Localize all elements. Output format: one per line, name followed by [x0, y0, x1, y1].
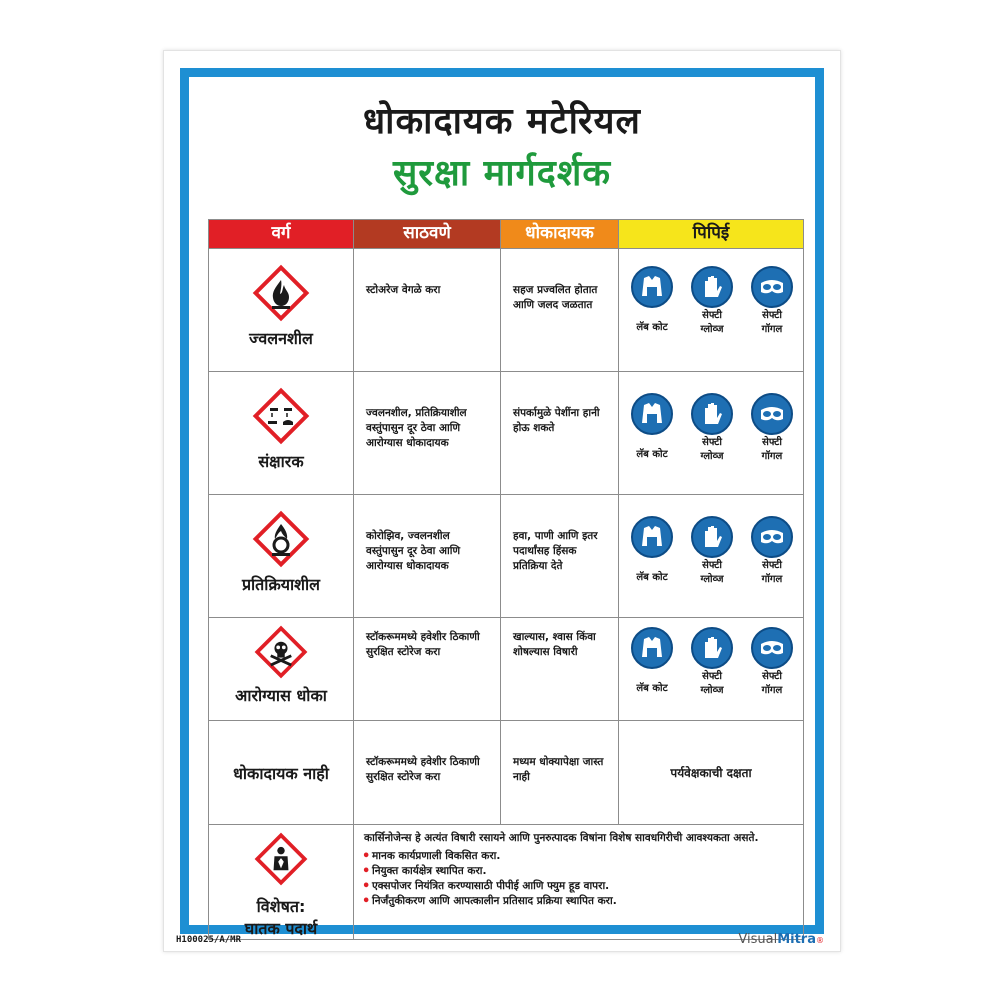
ppe-label: सेफ्टी — [762, 437, 782, 448]
lab-coat-icon — [630, 515, 674, 559]
goggles-icon — [750, 515, 794, 559]
category-cell — [209, 249, 354, 372]
ppe-goggles — [742, 626, 802, 698]
hazard-text: सहज प्रज्वलित होतात आणि जलद जळतात — [513, 284, 598, 311]
category-cell — [209, 372, 354, 495]
hazard-cell — [501, 721, 619, 825]
ppe-goggles — [742, 515, 802, 587]
product-code: H100025/A/MR — [176, 935, 242, 945]
category-label: ज्वलनशील — [249, 329, 313, 348]
list-item: • नियुक्त कार्यक्षेत्र स्थापित करा. — [372, 864, 803, 879]
ppe-label: ग्लोव्ज — [700, 574, 724, 585]
ppe-label: गॉगल — [761, 685, 783, 696]
poster-frame — [180, 68, 824, 938]
ppe-label: लॅब कोट — [636, 683, 668, 694]
ppe-label: गॉगल — [761, 574, 783, 585]
ppe-label: सेफ्टी — [762, 671, 782, 682]
lab-coat-icon — [630, 392, 674, 436]
table-row — [209, 721, 804, 825]
ppe-lab-coat — [622, 515, 682, 585]
title-line-2: सुरक्षा मार्गदर्शक — [392, 153, 612, 194]
ppe-label: ग्लोव्ज — [700, 324, 724, 335]
ppe-label: गॉगल — [761, 324, 783, 335]
hazard-cell — [501, 249, 619, 372]
ppe-label: सेफ्टी — [702, 560, 722, 571]
category-label: घातक पदार्थ — [244, 919, 318, 938]
storage-text: स्टोअरेज वेगळे करा — [366, 284, 441, 296]
hazard-text: मध्यम धोक्यापेक्षा जास्त नाही — [513, 756, 604, 783]
storage-text: ज्वलनशील, प्रतिक्रियाशील वस्तुंपासुन दूर ठेवा आणि आरोग्यास धोकादायक — [366, 407, 467, 449]
header-row — [209, 220, 804, 249]
storage-text: कोरोझिव, ज्वलनशील वस्तुंपासुन दूर ठेवा आणि आरोग्यास धोकादायक — [366, 530, 461, 572]
skull-crossbones-icon — [253, 624, 309, 680]
goggles-icon — [750, 265, 794, 309]
goggles-icon — [750, 626, 794, 670]
header-ppe: पिपिई — [619, 220, 804, 249]
list-item: • निर्जंतुकीकरण आणि आपत्कालीन प्रतिसाद प्रक्रिया स्थापित करा. — [372, 894, 803, 909]
hazard-text: खाल्यास, श्वास किंवा शोषल्यास विषारी — [513, 631, 596, 658]
carcinogen-intro: कार्सिनोजेन्स हे अत्यंत विषारी रसायने आणि पुनरुत्पादक विषांना विशेष सावधगिरीची आवश्यकता असते. — [364, 832, 759, 844]
hazard-cell — [501, 372, 619, 495]
storage-cell — [354, 721, 501, 825]
ppe-label: सेफ्टी — [762, 310, 782, 321]
ppe-goggles — [742, 265, 802, 337]
brand-part-b: Mitra — [777, 932, 816, 947]
category-cell — [209, 618, 354, 721]
category-label: धोकादायक नाही — [209, 721, 354, 825]
table-row — [209, 495, 804, 618]
glove-icon — [690, 392, 734, 436]
carcinogen-cell — [354, 825, 804, 940]
ppe-gloves — [682, 515, 742, 587]
header-storage: साठवणे — [354, 220, 501, 249]
ppe-label: लॅब कोट — [636, 449, 668, 460]
poster-sheet — [163, 50, 841, 952]
ppe-gloves — [682, 626, 742, 698]
flame-icon — [251, 263, 311, 323]
ppe-gloves — [682, 392, 742, 464]
table-row — [209, 372, 804, 495]
ppe-goggles — [742, 392, 802, 464]
ppe-cell — [619, 618, 804, 721]
ppe-lab-coat — [622, 392, 682, 462]
ppe-label: गॉगल — [761, 451, 783, 462]
lab-coat-icon — [630, 626, 674, 670]
category-cell — [209, 495, 354, 618]
header-hazard: धोकादायक — [501, 220, 619, 249]
brand-part-a: Visual — [738, 932, 778, 947]
carcinogen-list — [354, 849, 803, 909]
hazard-text: हवा, पाणी आणि इतर पदार्थांसह हिंसक प्रतिक्रिया देते — [513, 530, 598, 572]
ppe-label: सेफ्टी — [702, 437, 722, 448]
storage-cell — [354, 495, 501, 618]
ppe-label: सेफ्टी — [702, 310, 722, 321]
flame-over-circle-icon — [251, 509, 311, 569]
goggles-icon — [750, 392, 794, 436]
category-label: आरोग्यास धोका — [235, 686, 327, 705]
corrosion-icon — [251, 386, 311, 446]
storage-text: स्टॉकरूममध्ये हवेशीर ठिकाणी सुरक्षित स्टोरेज करा — [366, 756, 480, 783]
hazard-cell — [501, 495, 619, 618]
glove-icon — [690, 626, 734, 670]
safety-guide-table — [208, 219, 804, 940]
category-label: विशेषत: — [256, 897, 306, 916]
hazard-cell — [501, 618, 619, 721]
glove-icon — [690, 265, 734, 309]
brand-tm: ® — [816, 936, 824, 945]
ppe-label: लॅब कोट — [636, 572, 668, 583]
list-item: • मानक कार्यप्रणाली विकसित करा. — [372, 849, 803, 864]
ppe-lab-coat — [622, 626, 682, 696]
ppe-label: लॅब कोट — [636, 322, 668, 333]
ppe-label: ग्लोव्ज — [700, 451, 724, 462]
ppe-cell — [619, 372, 804, 495]
table-row — [209, 618, 804, 721]
ppe-cell — [619, 495, 804, 618]
health-hazard-icon — [253, 831, 309, 887]
ppe-label: सेफ्टी — [702, 671, 722, 682]
ppe-lab-coat — [622, 265, 682, 335]
ppe-label: ग्लोव्ज — [700, 685, 724, 696]
storage-cell — [354, 372, 501, 495]
ppe-label: सेफ्टी — [762, 560, 782, 571]
ppe-gloves — [682, 265, 742, 337]
ppe-note: पर्यवेक्षकाची दक्षता — [619, 721, 804, 825]
hazard-text: संपर्कामुळे पेशींना हानी होऊ शकते — [513, 407, 600, 434]
ppe-cell — [619, 249, 804, 372]
lab-coat-icon — [630, 265, 674, 309]
category-label: संक्षारक — [258, 452, 304, 471]
title-line-1: धोकादायक मटेरियल — [363, 101, 641, 142]
storage-text: स्टॉकरूममध्ये हवेशीर ठिकाणी सुरक्षित स्टोरेज करा — [366, 631, 480, 658]
category-label: प्रतिक्रियाशील — [241, 575, 321, 594]
list-item: • एक्सपोजर नियंत्रित करण्यासाठी पीपीई आणि फ्युम हूड वापरा. — [372, 879, 803, 894]
storage-cell — [354, 618, 501, 721]
category-cell — [209, 825, 354, 940]
table-row — [209, 825, 804, 940]
table-row — [209, 249, 804, 372]
glove-icon — [690, 515, 734, 559]
brand-logo — [738, 932, 824, 947]
storage-cell — [354, 249, 501, 372]
header-category: वर्ग — [209, 220, 354, 249]
